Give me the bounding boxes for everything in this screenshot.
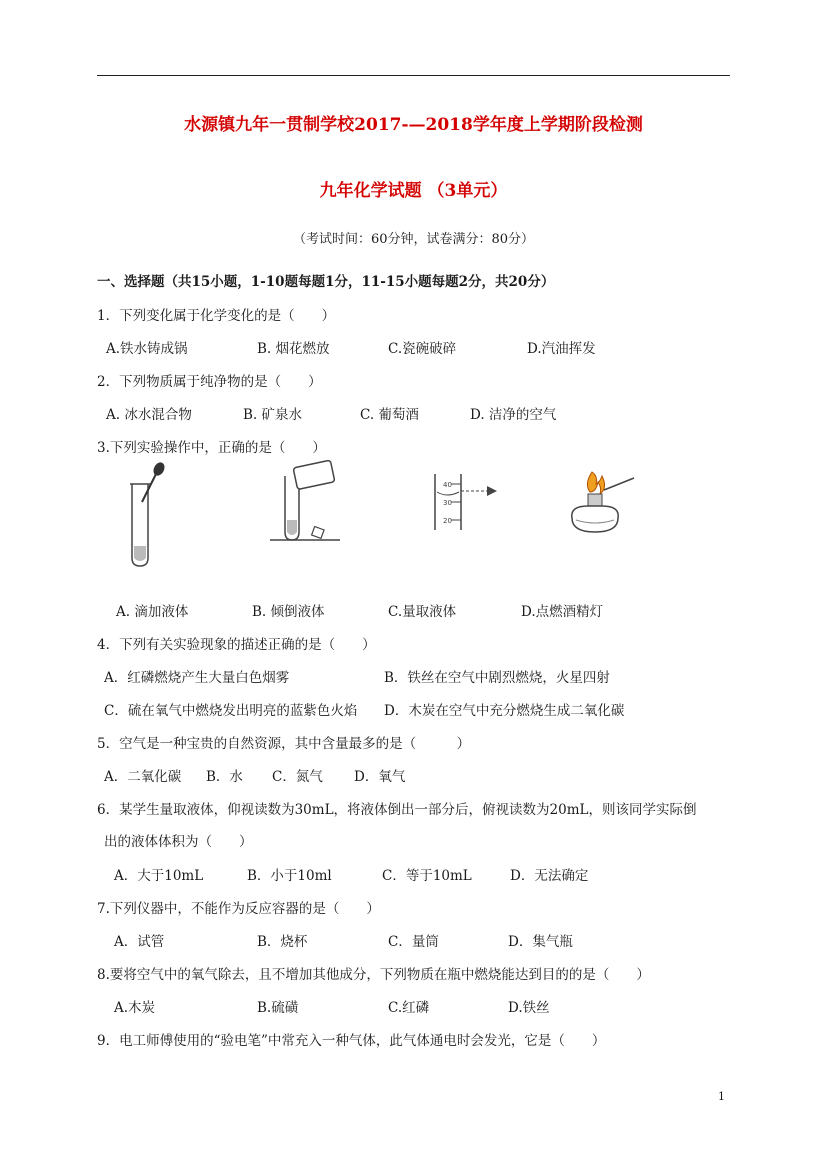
question-stem: 9．电工师傅使用的“验电笔”中常充入一种气体，此气体通电时会发光，它是（ ） <box>97 1033 606 1049</box>
exam-title: 水源镇九年一贯制学校2017-—2018学年度上学期阶段检测 <box>184 115 643 135</box>
question-stem: 1．下列变化属于化学变化的是（ ） <box>97 308 336 324</box>
option: D.点燃酒精灯 <box>521 604 604 620</box>
option: B．水 <box>206 769 243 785</box>
page-number: 1 <box>718 1090 725 1103</box>
option: B．烧杯 <box>257 934 308 950</box>
alcohol-lamp-image <box>560 462 640 542</box>
question-stem: 6．某学生量取液体，仰视读数为30mL，将液体倒出一部分后，俯视读数为20mL，则该同学实际倒 <box>97 802 697 818</box>
question-stem: 8.要将空气中的氧气除去，且不增加其他成分，下列物质在瓶中燃烧能达到目的的是（ ） <box>97 967 650 983</box>
question-stem: 4．下列有关实验现象的描述正确的是（ ） <box>97 637 376 653</box>
scale-label: 30 <box>443 499 452 507</box>
option: B．小于10ml <box>247 868 332 884</box>
option: C．氮气 <box>272 769 323 785</box>
question-stem: 3.下列实验操作中，正确的是（ ） <box>97 440 326 456</box>
option: C.量取液体 <box>388 604 457 620</box>
pouring-liquid-image <box>265 460 345 546</box>
question-stem: 2．下列物质属于纯净物的是（ ） <box>97 374 322 390</box>
option: A.铁水铸成锅 <box>106 341 188 357</box>
option: D．氧气 <box>354 769 406 785</box>
exam-info: （考试时间：60分钟，试卷满分：80分） <box>292 232 535 247</box>
section-heading: 一、选择题（共15小题，1-10题每题1分，11-15小题每题2分，共20分） <box>97 274 555 290</box>
option: D. 洁净的空气 <box>470 407 557 423</box>
option: D.汽油挥发 <box>527 341 596 357</box>
option: A．大于10mL <box>114 868 204 884</box>
graduated-cylinder-image <box>425 470 505 534</box>
option: B. 烟花燃放 <box>257 341 330 357</box>
option: A．试管 <box>114 934 165 950</box>
option: D．集气瓶 <box>508 934 573 950</box>
option: C．等于10mL <box>382 868 472 884</box>
option: C.瓷碗破碎 <box>388 341 457 357</box>
option: C.红磷 <box>388 1000 430 1016</box>
option: A．二氧化碳 <box>104 769 182 785</box>
option: D．木炭在空气中充分燃烧生成二氧化碳 <box>384 703 625 719</box>
header-rule <box>97 75 730 76</box>
option: A．红磷燃烧产生大量白色烟雾 <box>104 670 290 686</box>
dropper-test-tube-image <box>120 462 170 570</box>
option: B. 矿泉水 <box>243 407 303 423</box>
question-stem: 5．空气是一种宝贵的自然资源，其中含量最多的是（ ） <box>97 736 471 752</box>
option: A. 滴加液体 <box>116 604 189 620</box>
exam-subtitle: 九年化学试题 （3单元） <box>319 181 508 201</box>
scale-label: 40 <box>443 481 452 489</box>
option: B.硫磺 <box>257 1000 299 1016</box>
option: D.铁丝 <box>508 1000 550 1016</box>
question-stem-continued: 出的液体体积为（ ） <box>104 834 253 850</box>
scale-label: 20 <box>443 517 452 525</box>
option: C．硫在氧气中燃烧发出明亮的蓝紫色火焰 <box>104 703 358 719</box>
option: A.木炭 <box>114 1000 156 1016</box>
option: B. 倾倒液体 <box>252 604 325 620</box>
option: B．铁丝在空气中剧烈燃烧，火星四射 <box>384 670 610 686</box>
option: C．量筒 <box>388 934 439 950</box>
option: A. 冰水混合物 <box>106 407 192 423</box>
option: C. 葡萄酒 <box>360 407 419 423</box>
option: D．无法确定 <box>510 868 589 884</box>
question-stem: 7.下列仪器中，不能作为反应容器的是（ ） <box>97 901 380 917</box>
